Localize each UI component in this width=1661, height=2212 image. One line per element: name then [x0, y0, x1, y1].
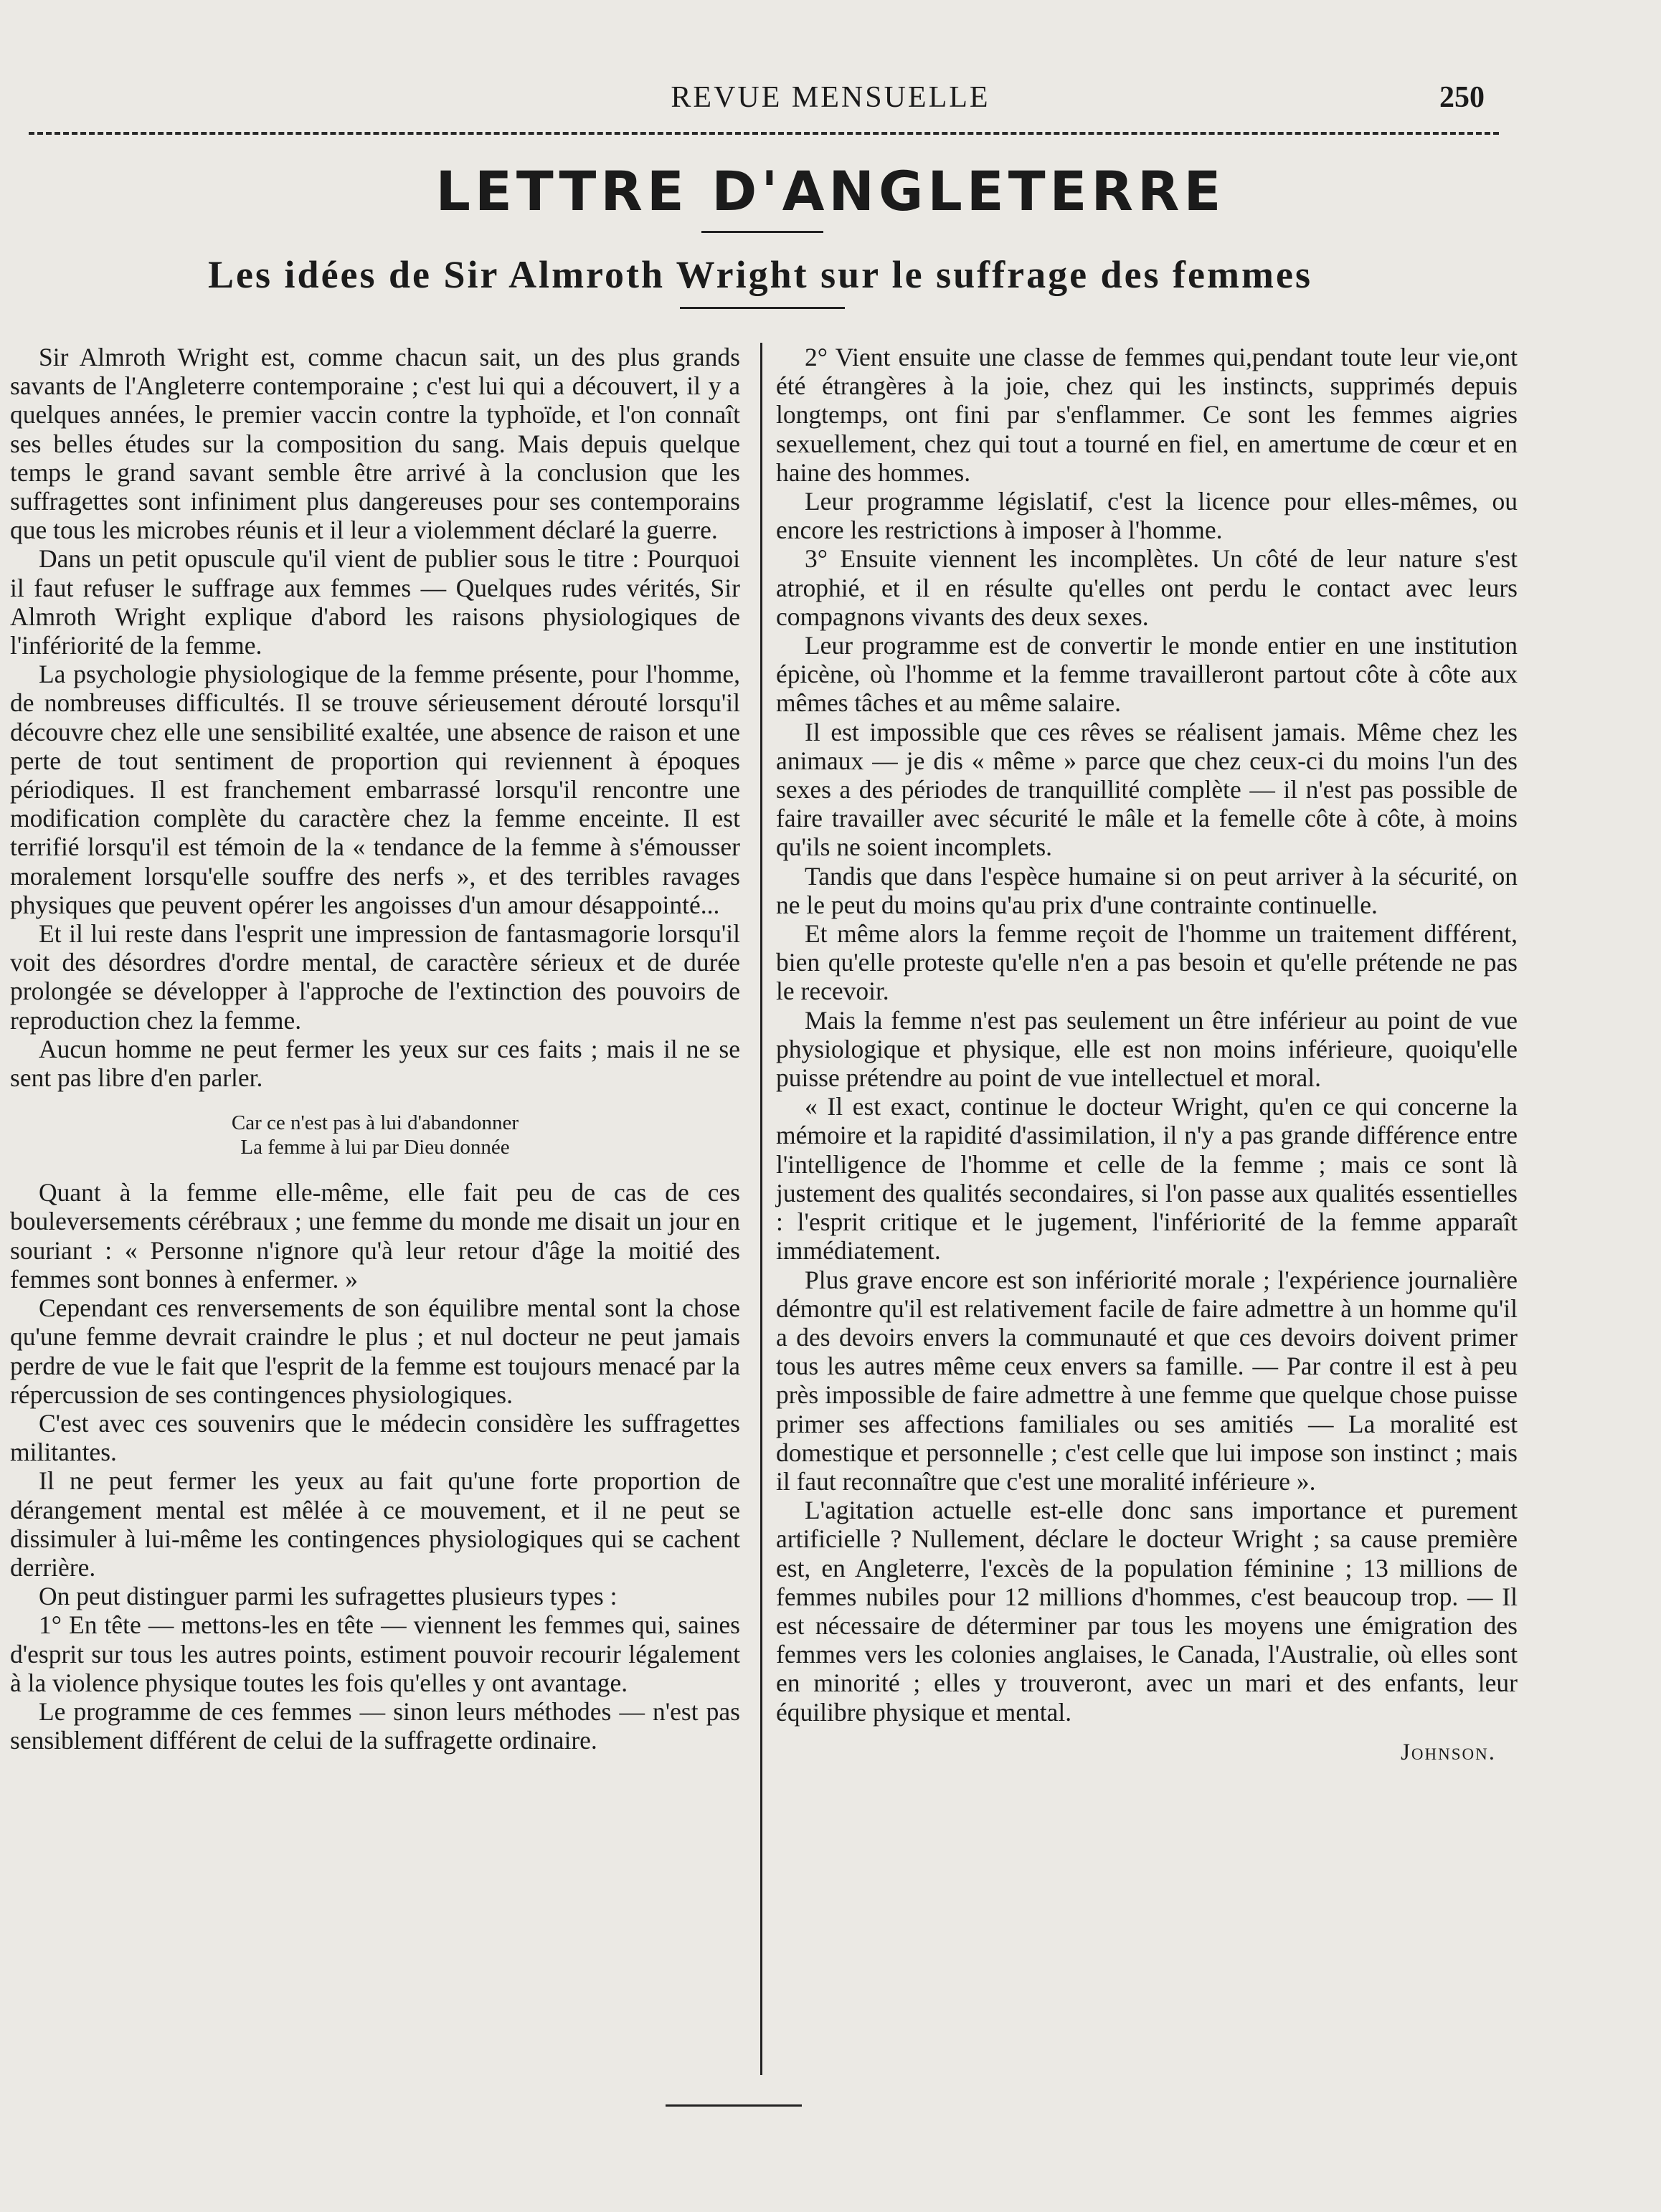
paragraph: Tandis que dans l'espèce humaine si on peut arriver à la sécurité, on ne le peut du moins qu'au prix d'une contrainte continuelle. [776, 861, 1518, 919]
paragraph: Et même alors la femme reçoit de l'homme un traitement différent, bien qu'elle proteste qu'elle n'en a pas besoin et qu'elle prétende ne pas le recevoir. [776, 919, 1518, 1006]
paragraph: Cependant ces renversements de son équilibre mental sont la chose qu'une femme devrait craindre le plus ; et nul docteur ne peut jamais perdre de vue le fait que l'esprit de la femme est toujours menacé par la répercussion de ses contingences physiologiques. [10, 1294, 740, 1409]
paragraph: 1° En tête — mettons-les en tête — viennent les femmes qui, saines d'esprit sur tous les autres points, estiment pouvoir recourir légalement à la violence physique toutes les fois qu'elles y ont avantage. [10, 1610, 740, 1697]
title-rule [701, 231, 823, 233]
paragraph: Dans un petit opuscule qu'il vient de publier sous le titre : Pourquoi il faut refuser le suffrage aux femmes — Quelques rudes vérités, Sir Almroth Wright explique d'abord les raisons physiologiques de l'infériorité de la femme. [10, 544, 740, 660]
paragraph: Aucun homme ne peut fermer les yeux sur ces faits ; mais il ne se sent pas libre d'en parler. [10, 1034, 740, 1093]
article-subtitle: Les idées de Sir Almroth Wright sur le suffrage des femmes [208, 253, 1312, 296]
article-title: LETTRE D'ANGLETERRE [435, 159, 1226, 223]
right-column [776, 343, 1518, 1767]
author-signature: Johnson. [1401, 1739, 1496, 1765]
left-column [10, 343, 740, 1755]
running-head [0, 80, 1661, 123]
column-divider [760, 343, 762, 2075]
paragraph: Sir Almroth Wright est, comme chacun sait, un des plus grands savants de l'Angleterre contemporaine ; c'est lui qui a découvert, il y a quelques années, le premier vaccin contre la typhoïde, et l'on connaît ses belles études sur la composition du sang. Mais depuis quelque temps le grand savant semble être arrivé à la conclusion que les suffragettes sont infiniment plus dangereuses pour ses contemporains que tous les microbes réunis et il leur a violemment déclaré la guerre. [10, 343, 740, 545]
subtitle-rule [680, 307, 845, 309]
paragraph: C'est avec ces souvenirs que le médecin considère les suffragettes militantes. [10, 1408, 740, 1467]
paragraph: Quant à la femme elle-même, elle fait peu de cas de ces bouleversements cérébraux ; une femme du monde me disait un jour en souriant : « Personne n'ignore qu'à leur retour d'âge la moitié des femmes sont bonnes à enfermer. » [10, 1178, 740, 1294]
paragraph: 2° Vient ensuite une classe de femmes qui,pendant toute leur vie,ont été étrangères à la joie, chez qui les instincts, supprimés depuis longtemps, ont fini par s'enflammer. Ce sont les femmes aigries sexuellement, chez qui tout a tourné en fiel, en amertume de cœur et en haine des hommes. [776, 343, 1518, 487]
paragraph: Et il lui reste dans l'esprit une impression de fantasmagorie lorsqu'il voit des désordres d'ordre mental, de caractère sérieux et de durée prolongée se développer à l'approche de l'extinction des pouvoirs de reproduction chez la femme. [10, 919, 740, 1035]
paragraph: 3° Ensuite viennent les incomplètes. Un côté de leur nature s'est atrophié, et il en résulte qu'elles ont perdu le contact avec leurs compagnons vivants des deux sexes. [776, 544, 1518, 631]
verse-line: La femme à lui par Dieu donnée [240, 1136, 510, 1159]
paragraph: La psychologie physiologique de la femme présente, pour l'homme, de nombreuses difficultés. Il se trouve sérieusement dérouté lorsqu'il découvre chez elle une sensibilité exaltée, une absence de raison et une perte de tout sentiment de proportion qui reviennent à époques périodiques. Il est franchement embarrassé lorsqu'il rencontre une modification complète du caractère chez la femme enceinte. Il est terrifié lorsqu'il est témoin de la « tendance de la femme à s'émousser moralement lorsqu'elle souffre des nerfs », et des terribles ravages physiques que peuvent opérer les angoisses d'un amour désappointé... [10, 660, 740, 919]
paragraph: On peut distinguer parmi les sufragettes plusieurs types : [39, 1582, 617, 1611]
paragraph: Plus grave encore est son infériorité morale ; l'expérience journalière démontre qu'il est relativement facile de faire admettre à un homme qu'il a des devoirs envers la communauté et que ces devoirs doivent primer tous les autres même ceux envers sa famille. — Par contre il est à peu près impossible de faire admettre à une femme que quelque chose puisse primer ses affections familiales ou ses amitiés — La moralité est domestique et personnelle ; c'est celle que lui impose son instinct ; mais il faut reconnaître que c'est une moralité inférieure ». [776, 1265, 1518, 1496]
journal-title: REVUE MENSUELLE [671, 81, 990, 114]
paragraph: Mais la femme n'est pas seulement un être inférieur au point de vue physiologique et physique, elle est non moins inférieure, quoiqu'elle puisse prétendre au point de vue intellectuel et moral. [776, 1005, 1518, 1093]
verse-quote [10, 1111, 740, 1159]
paragraph: Il est impossible que ces rêves se réalisent jamais. Même chez les animaux — je dis « même » parce que chez ceux-ci du moins l'un des sexes a des périodes de tranquillité complète — il n'est pas possible de faire travailler avec sécurité le mâle et la femelle côte à côte, à moins qu'ils ne soient incomplets. [776, 717, 1518, 862]
paragraph: Il ne peut fermer les yeux au fait qu'une forte proportion de dérangement mental est mêlée à ce mouvement, et il ne peut se dissimuler à lui-même les contingences physiologiques qui se cachent derrière. [10, 1466, 740, 1582]
paragraph: Leur programme est de convertir le monde entier en une institution épicène, où l'homme et la femme travailleront partout côte à côte aux mêmes tâches et au même salaire. [776, 631, 1518, 718]
paragraph: « Il est exact, continue le docteur Wright, qu'en ce qui concerne la mémoire et la rapidité d'assimilation, il n'y a pas grande différence entre l'intelligence de l'homme et celle de la femme ; mais ce sont là justement des qualités secondaires, si l'on passe aux qualités essentielles : l'esprit critique et le jugement, l'infériorité de la femme apparaît immédiatement. [776, 1092, 1518, 1266]
verse-line: Car ce n'est pas à lui d'abandonner [231, 1111, 519, 1135]
paragraph: Le programme de ces femmes — sinon leurs méthodes — n'est pas sensiblement différent de celui de la suffragette ordinaire. [10, 1696, 740, 1755]
header-rule [29, 132, 1499, 135]
paragraph: Leur programme législatif, c'est la licence pour elles-mêmes, ou encore les restrictions à imposer à l'homme. [776, 487, 1518, 545]
page-number: 250 [1439, 81, 1485, 114]
end-rule [666, 2104, 802, 2107]
paragraph: L'agitation actuelle est-elle donc sans importance et purement artificielle ? Nullement, déclare le docteur Wright ; sa cause première est, en Angleterre, l'excès de la population féminine ; 13 millions de femmes nubiles pour 12 millions d'hommes, c'est beaucoup trop. — Il est nécessaire de déterminer par tous les moyens une émigration des femmes vers les colonies anglaises, le Canada, l'Australie, où elles sont en minorité ; elles y trouveront, avec un mari et des enfants, leur équilibre physique et mental. [776, 1496, 1518, 1727]
